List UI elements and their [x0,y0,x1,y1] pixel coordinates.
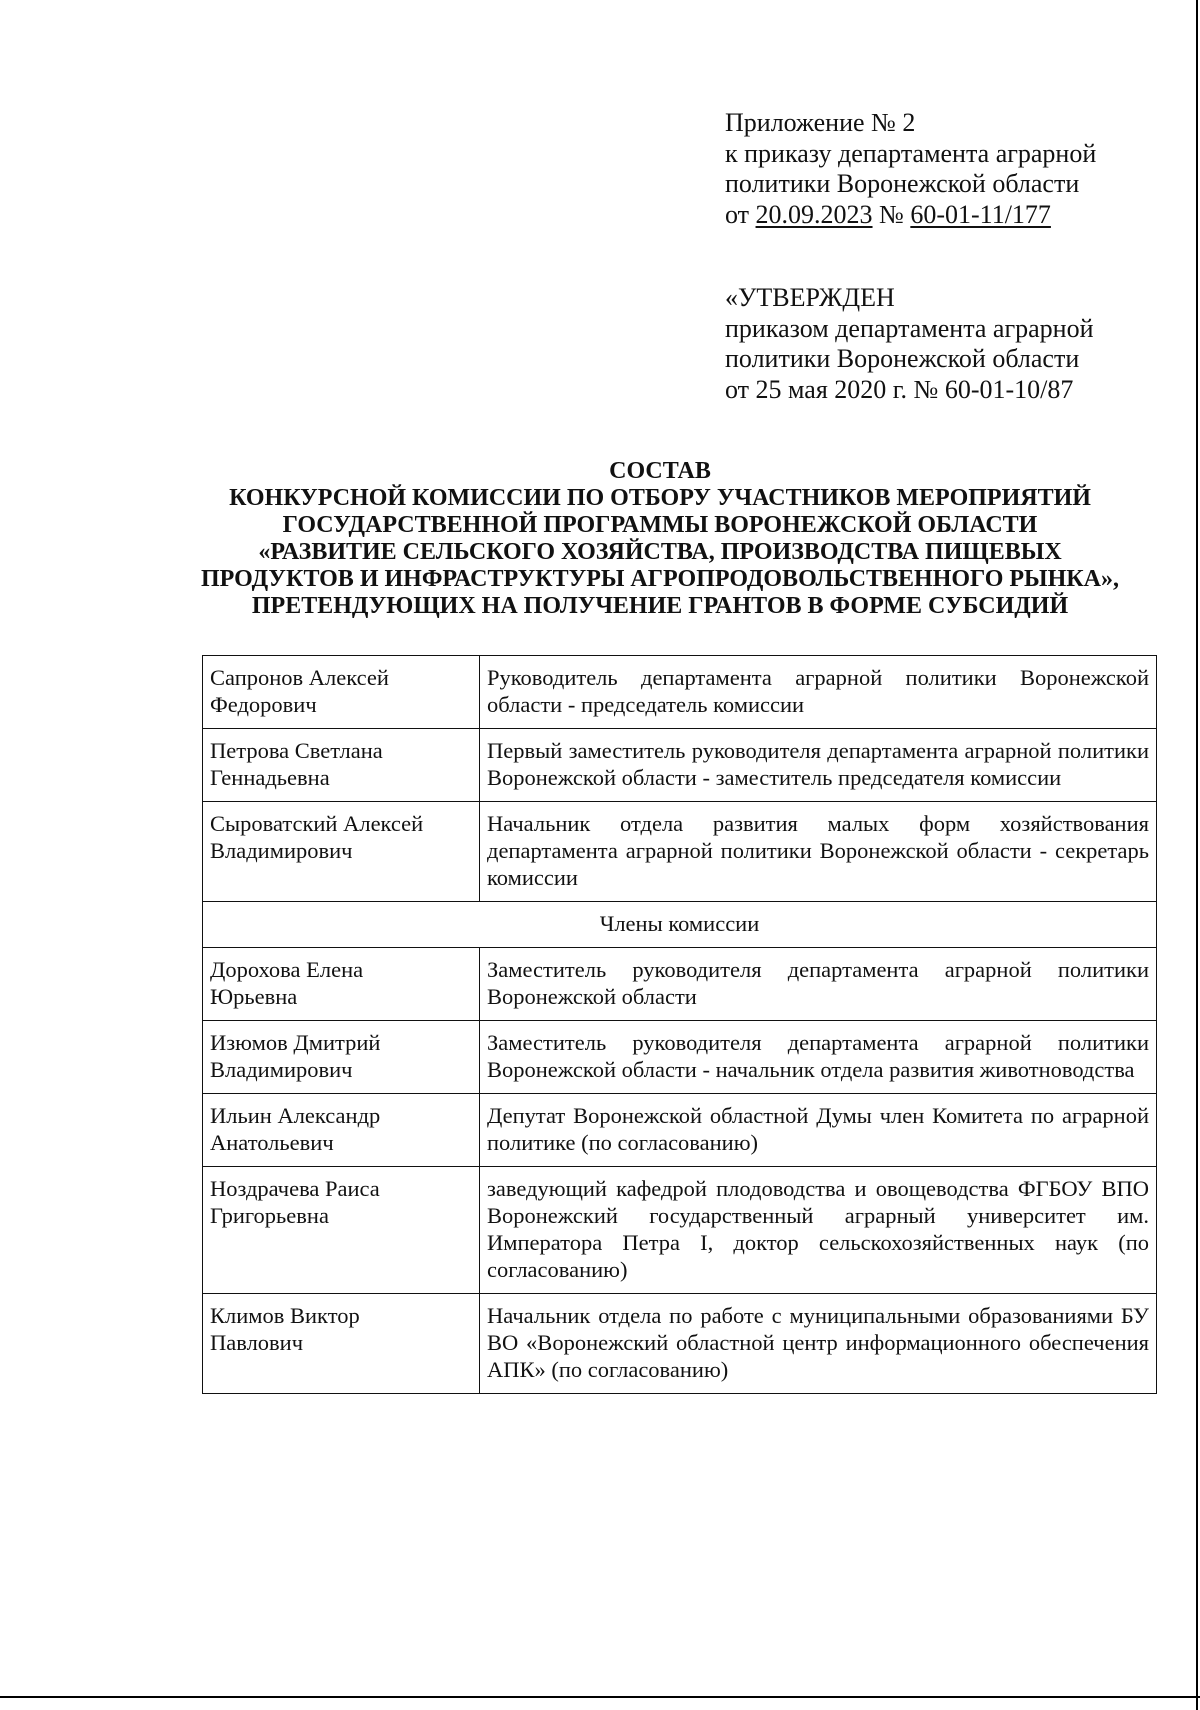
title-line: ПРЕТЕНДУЮЩИХ НА ПОЛУЧЕНИЕ ГРАНТОВ В ФОРМЕ СУБСИДИЙ [251,593,1069,619]
annex-header [725,108,1096,230]
document-title [150,458,1170,620]
approval-line: приказом департамента аграрной [725,313,1094,343]
table-row [203,656,1157,729]
commission-table [202,655,1157,1394]
annex-reference-line: политики Воронежской области [725,169,1080,198]
member-name: Ильин Александр Анатольевич [203,1094,480,1167]
member-role: Руководитель департамента аграрной политики Воронежской области - председатель комиссии [480,656,1157,729]
date-prefix: от [725,199,756,229]
approval-date-line: от 25 мая 2020 г. № 60-01-10/87 [725,374,1074,404]
annex-number: Приложение № 2 [725,108,916,137]
title-line: ПРОДУКТОВ И ИНФРАСТРУКТУРЫ АГРОПРОДОВОЛЬСТВЕННОГО РЫНКА», [200,566,1120,592]
member-role: Депутат Воронежской областной Думы член Комитета по аграрной политике (по согласованию) [480,1094,1157,1167]
approval-title: «УТВЕРЖДЕН [725,283,895,312]
approval-line: политики Воронежской области [725,344,1080,373]
title-line: КОНКУРСНОЙ КОМИССИИ ПО ОТБОРУ УЧАСТНИКОВ МЕРОПРИЯТИЙ [229,485,1091,511]
annex-order-line [725,200,1096,231]
order-date: 20.09.2023 [755,199,873,229]
member-name: Ноздрачева Раиса Григорьевна [203,1167,480,1294]
members-section-heading: Члены комиссии [203,902,1157,948]
order-number: 60-01-11/177 [910,199,1051,229]
member-name: Сапронов Алексей Федорович [203,656,480,729]
table-row [203,1094,1157,1167]
annex-reference-line: к приказу департамента аграрной [725,138,1097,168]
section-heading-row [203,902,1157,948]
member-role: Первый заместитель руководителя департамента аграрной политики Воронежской области - заместитель председателя комиссии [480,729,1157,802]
member-name: Климов Виктор Павлович [203,1294,480,1394]
table-row [203,1167,1157,1294]
table-row [203,948,1157,1021]
member-name: Изюмов Дмитрий Владимирович [203,1021,480,1094]
approval-stamp-block [725,283,1093,405]
title-line: ГОСУДАРСТВЕННОЙ ПРОГРАММЫ ВОРОНЕЖСКОЙ ОБЛАСТИ [282,512,1038,538]
member-role: Начальник отдела развития малых форм хозяйствования департамента аграрной политики Воронежской области - секретарь комиссии [480,802,1157,902]
member-role: Начальник отдела по работе с муниципальными образованиями БУ ВО «Воронежский областной центр информационного обеспечения АПК» (по согласованию) [480,1294,1157,1394]
title-line: СОСТАВ [609,458,711,484]
scan-edge-line [0,1696,1200,1698]
scan-edge-line [1196,0,1198,1710]
member-role: Заместитель руководителя департамента аграрной политики Воронежской области - начальник отдела развития животноводства [480,1021,1157,1094]
member-name: Сыроватский Алексей Владимирович [203,802,480,902]
table-row [203,1294,1157,1394]
number-prefix: № [872,199,911,229]
member-role: Заместитель руководителя департамента аграрной политики Воронежской области [480,948,1157,1021]
table-row [203,1021,1157,1094]
table-row [203,729,1157,802]
table-row [203,802,1157,902]
member-role: заведующий кафедрой плодоводства и овощеводства ФГБОУ ВПО Воронежский государственный аграрный университет им. Императора Петра I, доктор сельскохозяйственных наук (по согласованию) [480,1167,1157,1294]
member-name: Петрова Светлана Геннадьевна [203,729,480,802]
title-line: «РАЗВИТИЕ СЕЛЬСКОГО ХОЗЯЙСТВА, ПРОИЗВОДСТВА ПИЩЕВЫХ [258,539,1062,565]
member-name: Дорохова Елена Юрьевна [203,948,480,1021]
